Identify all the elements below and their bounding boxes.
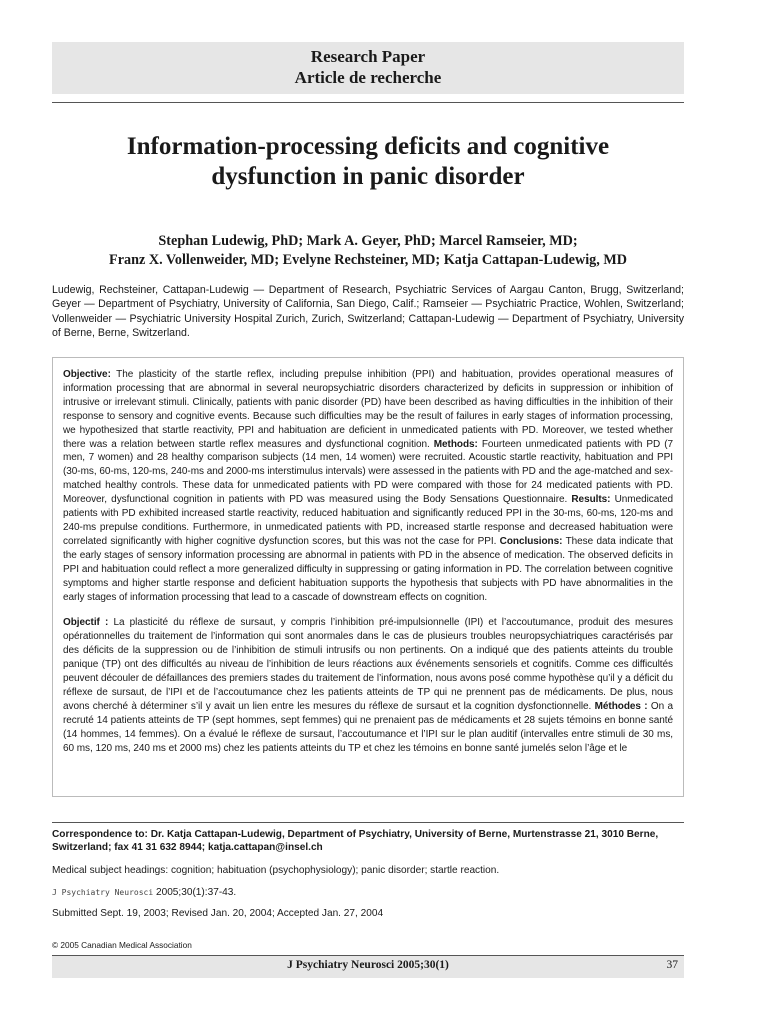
submission-dates: Submitted Sept. 19, 2003; Revised Jan. 20, 2004; Accepted Jan. 27, 2004 <box>52 908 384 919</box>
article-title <box>52 132 684 192</box>
author-affiliations: Ludewig, Rechsteiner, Cattapan-Ludewig — Department of Research, Psychiatric Services of Aargau Canton, Brugg, Switzerland; Geyer — Department of Psychiatry, University of California, San Diego, Calif.; Ramseier — Psychiatric Practice, Wohlen, Switzerland; Vollenweider — Psychiatric University Hospital Zurich, Zurich, Switzerland; Cattapan-Ludewig — Department of Psychiatry, University of Berne, Berne, Switzerland. <box>52 284 684 340</box>
copyright-notice: © 2005 Canadian Medical Association <box>52 940 192 950</box>
objectif-text: La plasticité du réflexe de sursaut, y compris l’inhibition pré-impulsionnelle (IPI) et l’accoutumance, produit des mesures opérationnelles du traitement de l’information qui sont anormales dans le cas de plusieurs troubles neuropsychiatriques caractérisés par des déficits de la suppression ou de l’inhibition de stimuli intrusifs ou non pertinents. On a indiqué que des patients atteints du trouble panique (TP) ont des difficultés au niveau de l’inhibition de leurs réactions aux événements sensoriels et cognitifs. Comme ces difficultés peuvent découler de défaillances des premiers stades du traitement de l’information, nous avons posé comme hypothèse qu’il y a déficit du réflexe de sursaut, de l’IPI et de l’accoutumance chez les patients atteints de TP qui ne prennent pas de médicaments. De plus, nous avons cherché à déterminer s’il y avait un lien entre les mesures du réflexe de sursaut et la cognition dysfonctionnelle. <box>63 617 673 712</box>
authors-line-1: Stephan Ludewig, PhD; Mark A. Geyer, PhD; Marcel Ramseier, MD; <box>158 233 578 249</box>
citation-journal: J Psychiatry Neurosci <box>52 888 154 897</box>
abstract-french <box>63 616 673 755</box>
footnote-divider <box>52 822 684 823</box>
abstract-english <box>63 368 673 604</box>
results-label: Results: <box>571 494 611 506</box>
methodes-text: On a recruté 14 patients atteints de TP (sept hommes, sept femmes) qui ne prenaient pas de médicaments et 28 sujets témoins en bonne santé (14 hommes, 14 femmes). On a évalué le réflexe de sursaut, l’accoutumance et l’IPI sur le plan auditif (intervalles entre stimuli de 30 ms, 60 ms, 120 ms, 240 ms et 2000 ms) chez les patients atteints du TP et chez les témoins en bonne santé jumelés selon l’âge et le <box>63 700 673 754</box>
title-line-1: Information-processing deficits and cognitive <box>126 133 610 160</box>
methods-label: Methods: <box>433 438 478 450</box>
article-type-banner <box>52 42 684 94</box>
methods-text: Fourteen unmedicated patients with PD (7 men, 7 women) and 28 healthy comparison subjects (14 men, 14 women) were recruited. Acoustic startle reactivity, habituation and PPI (30-ms, 60-ms, 120-ms, 240-ms and 2000-ms interstimulus intervals) were assessed in the patients with PD and the age-matched and sex-matched healthy controls. These data for unmedicated patients with PD were compared with those for 24 medicated patients with PD. Moreover, dysfunctional cognition in patients with PD was measured using the Body Sensations Questionnaire. <box>63 438 673 506</box>
article-type-english: Research Paper <box>310 47 426 66</box>
methodes-label: Méthodes : <box>594 700 648 712</box>
citation-line <box>52 886 684 899</box>
objectif-label: Objectif : <box>63 617 109 629</box>
article-type-french: Article de recherche <box>294 68 442 87</box>
authors-line-2: Franz X. Vollenweider, MD; Evelyne Rechsteiner, MD; Katja Cattapan-Ludewig, MD <box>109 252 627 268</box>
page-footer <box>52 955 684 978</box>
objective-label: Objective: <box>63 369 111 380</box>
author-list <box>52 232 684 270</box>
header-divider <box>52 102 684 103</box>
page-number: 37 <box>666 959 678 971</box>
citation-details: 2005;30(1):37-43. <box>153 887 237 898</box>
title-line-2: dysfunction in panic disorder <box>211 163 525 190</box>
conclusions-label: Conclusions: <box>499 535 563 547</box>
correspondence-note: Correspondence to: Dr. Katja Cattapan-Ludewig, Department of Psychiatry, University of Berne, Murtenstrasse 21, 3010 Berne, Switzerland; fax 41 31 632 8944; katja.cattapan@insel.ch <box>52 829 659 854</box>
footer-journal-citation: J Psychiatry Neurosci 2005;30(1) <box>287 959 449 971</box>
objective-text: The plasticity of the startle reflex, including prepulse inhibition (PPI) and habituation, provides operational measures of information processing that are abnormal in several neuropsychiatric disorders characterized by deficits in suppression or inhibition of intrusive or irrelevant stimuli. Clinically, patients with panic disorder (PD) have been described as having difficulties in the inhibition of their response to sensory and cognitive events. Because such difficulties may be the result of failures in early stages of information processing, we hypothesized that startle reactivity, PPI and habituation are deficient in unmedicated patients with PD. Moreover, we tested whether there was a relation between startle reflex measures and dysfunctional cognition. <box>63 369 673 450</box>
subject-headings: Medical subject headings: cognition; habituation (psychophysiology); panic disorder; startle reaction. <box>52 865 500 876</box>
results-text: Unmedicated patients with PD exhibited increased startle reactivity, reduced habituation and significantly reduced PPI in the 30-ms, 60-ms, 120-ms and 240-ms prepulse conditions. Furthermore, in unmedicated patients with PD, increased startle response and decreased habituation were correlated significantly with higher cognitive dysfunction scores, but this was not the case for PPI. <box>63 494 673 547</box>
conclusions-text: These data indicate that the early stages of sensory information processing are abnormal in patients with PD in the absence of medication. The observed deficits in PPI and habituation could reflect a more generalized difficulty in suppressing or gating information in PD. The correlation between cognitive symptoms and higher startle response and deficient habituation supports the hypothesis that subjects with PD have abnormalities in the early stages of information processing that lead to a cascade of downstream effects on cognition. <box>63 535 673 603</box>
abstract-box <box>52 357 684 797</box>
